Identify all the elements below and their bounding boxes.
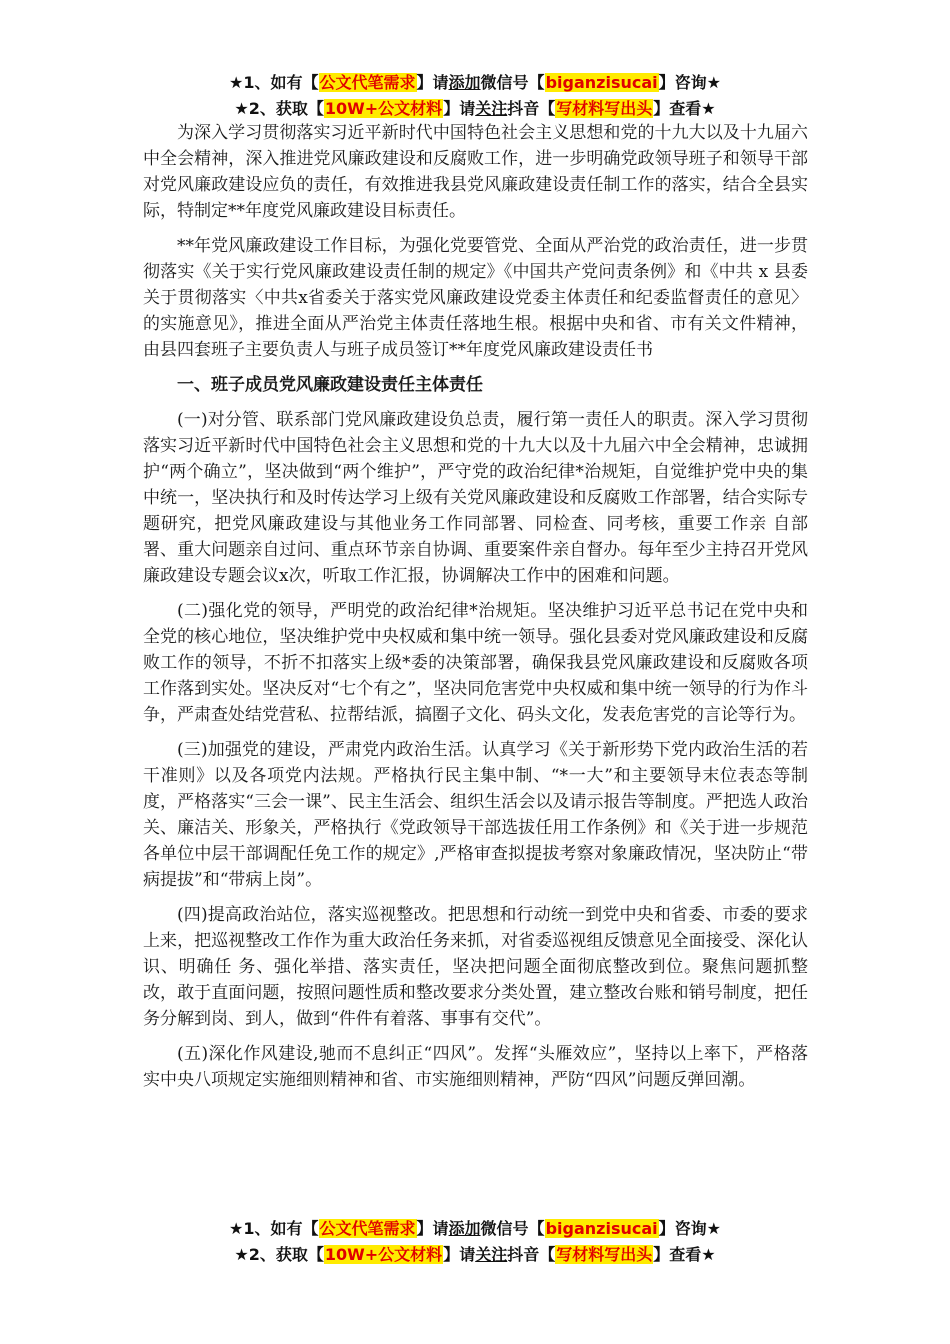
banner-text: 抖音【 <box>507 99 556 118</box>
list-item: (一)对分管、联系部门党风廉政建设负总责，履行第一责任人的职责。深入学习贯彻落实习近平新时代中国特色社会主义思想和党的十九大以及十九届六中全会精神，忠诚拥护“两个确立”，坚决做到“两个维护”，严守党的政治纪律*治规矩，自觉维护党中央的集中统一，坚决执行和及时传达学习上级有关党风廉政建设和反腐败工作部署，结合实际专题研究，把党风廉政建设与其他业务工作同部署、同检查、同考核，重要工作亲 自部署、重大问题亲自过问、重点环节亲自协调、重要案件亲自督办。每年至少主持召开党风廉政建设专题会议x次，听取工作汇报，协调解决工作中的困难和问题。 <box>143 410 808 586</box>
banner-highlight: 公文代笔需求 <box>319 1219 416 1238</box>
banner-text: ★1、如有【 <box>229 73 319 92</box>
banner-text: 】查看★ <box>653 99 716 118</box>
banner-highlight: 写材料写出头 <box>556 1245 653 1264</box>
banner-text: 微信号【 <box>480 1219 545 1238</box>
banner-underline: 添加 <box>448 1219 481 1238</box>
banner-text: 】请 <box>416 73 449 92</box>
list-item: (三)加强党的建设，严肃党内政治生活。认真学习《关于新形势下党内政治生活的若干准则》以及各项党内法规。严格执行民主集中制、“*一大”和主要领导末位表态等制度，严格落实“三会一课”、民主生活会、组织生活会以及请示报告等制度。严把选人政治关、廉洁关、形象关，严格执行《党政领导干部选拔任用工作条例》和《关于进一步规范各单位中层干部调配任免工作的规定》,严格审查拟提拔考察对象廉政情况，坚决防止“带病提拔”和“带病上岗”。 <box>143 740 808 890</box>
banner-text: 】咨询★ <box>658 73 721 92</box>
intro-paragraph: **年党风廉政建设工作目标，为强化党要管党、全面从严治党的政治责任，进一步贯彻落实《关于实行党风廉政建设责任制的规定》《中国共产党问责条例》和《中共 x 县委关于贯彻落实〈中共x省委关于落实党风廉政建设党委主体责任和纪委监督责任的意见〉的实施意见》，推进全面从严治党主体责任落地生根。根据中央和省、市有关文件精神，由县四套班子主要负责人与班子成员签订**年度党风廉政建设责任书 <box>143 236 808 360</box>
banner-text: 】请 <box>443 1245 476 1264</box>
banner-line-2 <box>0 1242 950 1268</box>
banner-highlight: 公文代笔需求 <box>319 73 416 92</box>
banner-text: ★2、获取【 <box>234 99 324 118</box>
list-item: (二)强化党的领导，严明党的政治纪律*治规矩。坚决维护习近平总书记在党中央和全党的核心地位，坚决维护党中央权威和集中统一领导。强化县委对党风廉政建设和反腐败工作的领导，不折不扣落实上级*委的决策部署，确保我县党风廉政建设和反腐败各项工作落到实处。坚决反对“七个有之”，坚决同危害党中央权威和集中统一领导的行为作斗争，严肃查处结党营私、拉帮结派，搞圈子文化、码头文化，发表危害党的言论等行为。 <box>143 601 808 725</box>
document-body <box>143 120 808 1200</box>
list-item: (四)提高政治站位，落实巡视整改。把思想和行动统一到党中央和省委、市委的要求上来，把巡视整改工作作为重大政治任务来抓，对省委巡视组反馈意见全面接受、深化认识、明确任 务、强化举措、落实责任，坚决把问题全面彻底整改到位。聚焦问题抓整改，敢于直面问题，按照问题性质和整改要求分类处置，建立整改台账和销号制度，把任务分解到岗、到人，做到“件件有着落、事事有交代”。 <box>143 905 808 1029</box>
intro-paragraph: 为深入学习贯彻落实习近平新时代中国特色社会主义思想和党的十九大以及十九届六中全会精神，深入推进党风廉政建设和反腐败工作，进一步明确党政领导班子和领导干部对党风廉政建设应负的责任，有效推进我县党风廉政建设责任制工作的落实，结合全县实际，特制定**年度党风廉政建设目标责任。 <box>143 123 808 221</box>
banner-text: ★2、获取【 <box>234 1245 324 1264</box>
banner-text: 】查看★ <box>653 1245 716 1264</box>
banner-underline: 关注 <box>475 99 508 118</box>
banner-bottom <box>0 1216 950 1268</box>
banner-text: 微信号【 <box>480 73 545 92</box>
list-item: (五)深化作风建设,驰而不息纠正“四风”。发挥“头雁效应”，坚持以上率下，严格落实中央八项规定实施细则精神和省、市实施细则精神，严防“四风”问题反弹回潮。 <box>143 1044 808 1090</box>
banner-underline: 添加 <box>448 73 481 92</box>
banner-highlight: 写材料写出头 <box>556 99 653 118</box>
banner-text: 】咨询★ <box>658 1219 721 1238</box>
banner-highlight: 10W+公文材料 <box>324 99 443 118</box>
document-content <box>143 120 808 1093</box>
banner-line-1 <box>0 70 950 96</box>
banner-highlight: biganzisucai <box>545 73 658 92</box>
banner-text: ★1、如有【 <box>229 1219 319 1238</box>
banner-text: 】请 <box>443 99 476 118</box>
banner-text: 】请 <box>416 1219 449 1238</box>
section-heading: 一、班子成员党风廉政建设责任主体责任 <box>177 375 483 395</box>
banner-highlight: biganzisucai <box>545 1219 658 1238</box>
banner-line-1 <box>0 1216 950 1242</box>
banner-underline: 关注 <box>475 1245 508 1264</box>
banner-text: 抖音【 <box>507 1245 556 1264</box>
banner-highlight: 10W+公文材料 <box>324 1245 443 1264</box>
banner-top <box>0 70 950 122</box>
banner-line-2 <box>0 96 950 122</box>
